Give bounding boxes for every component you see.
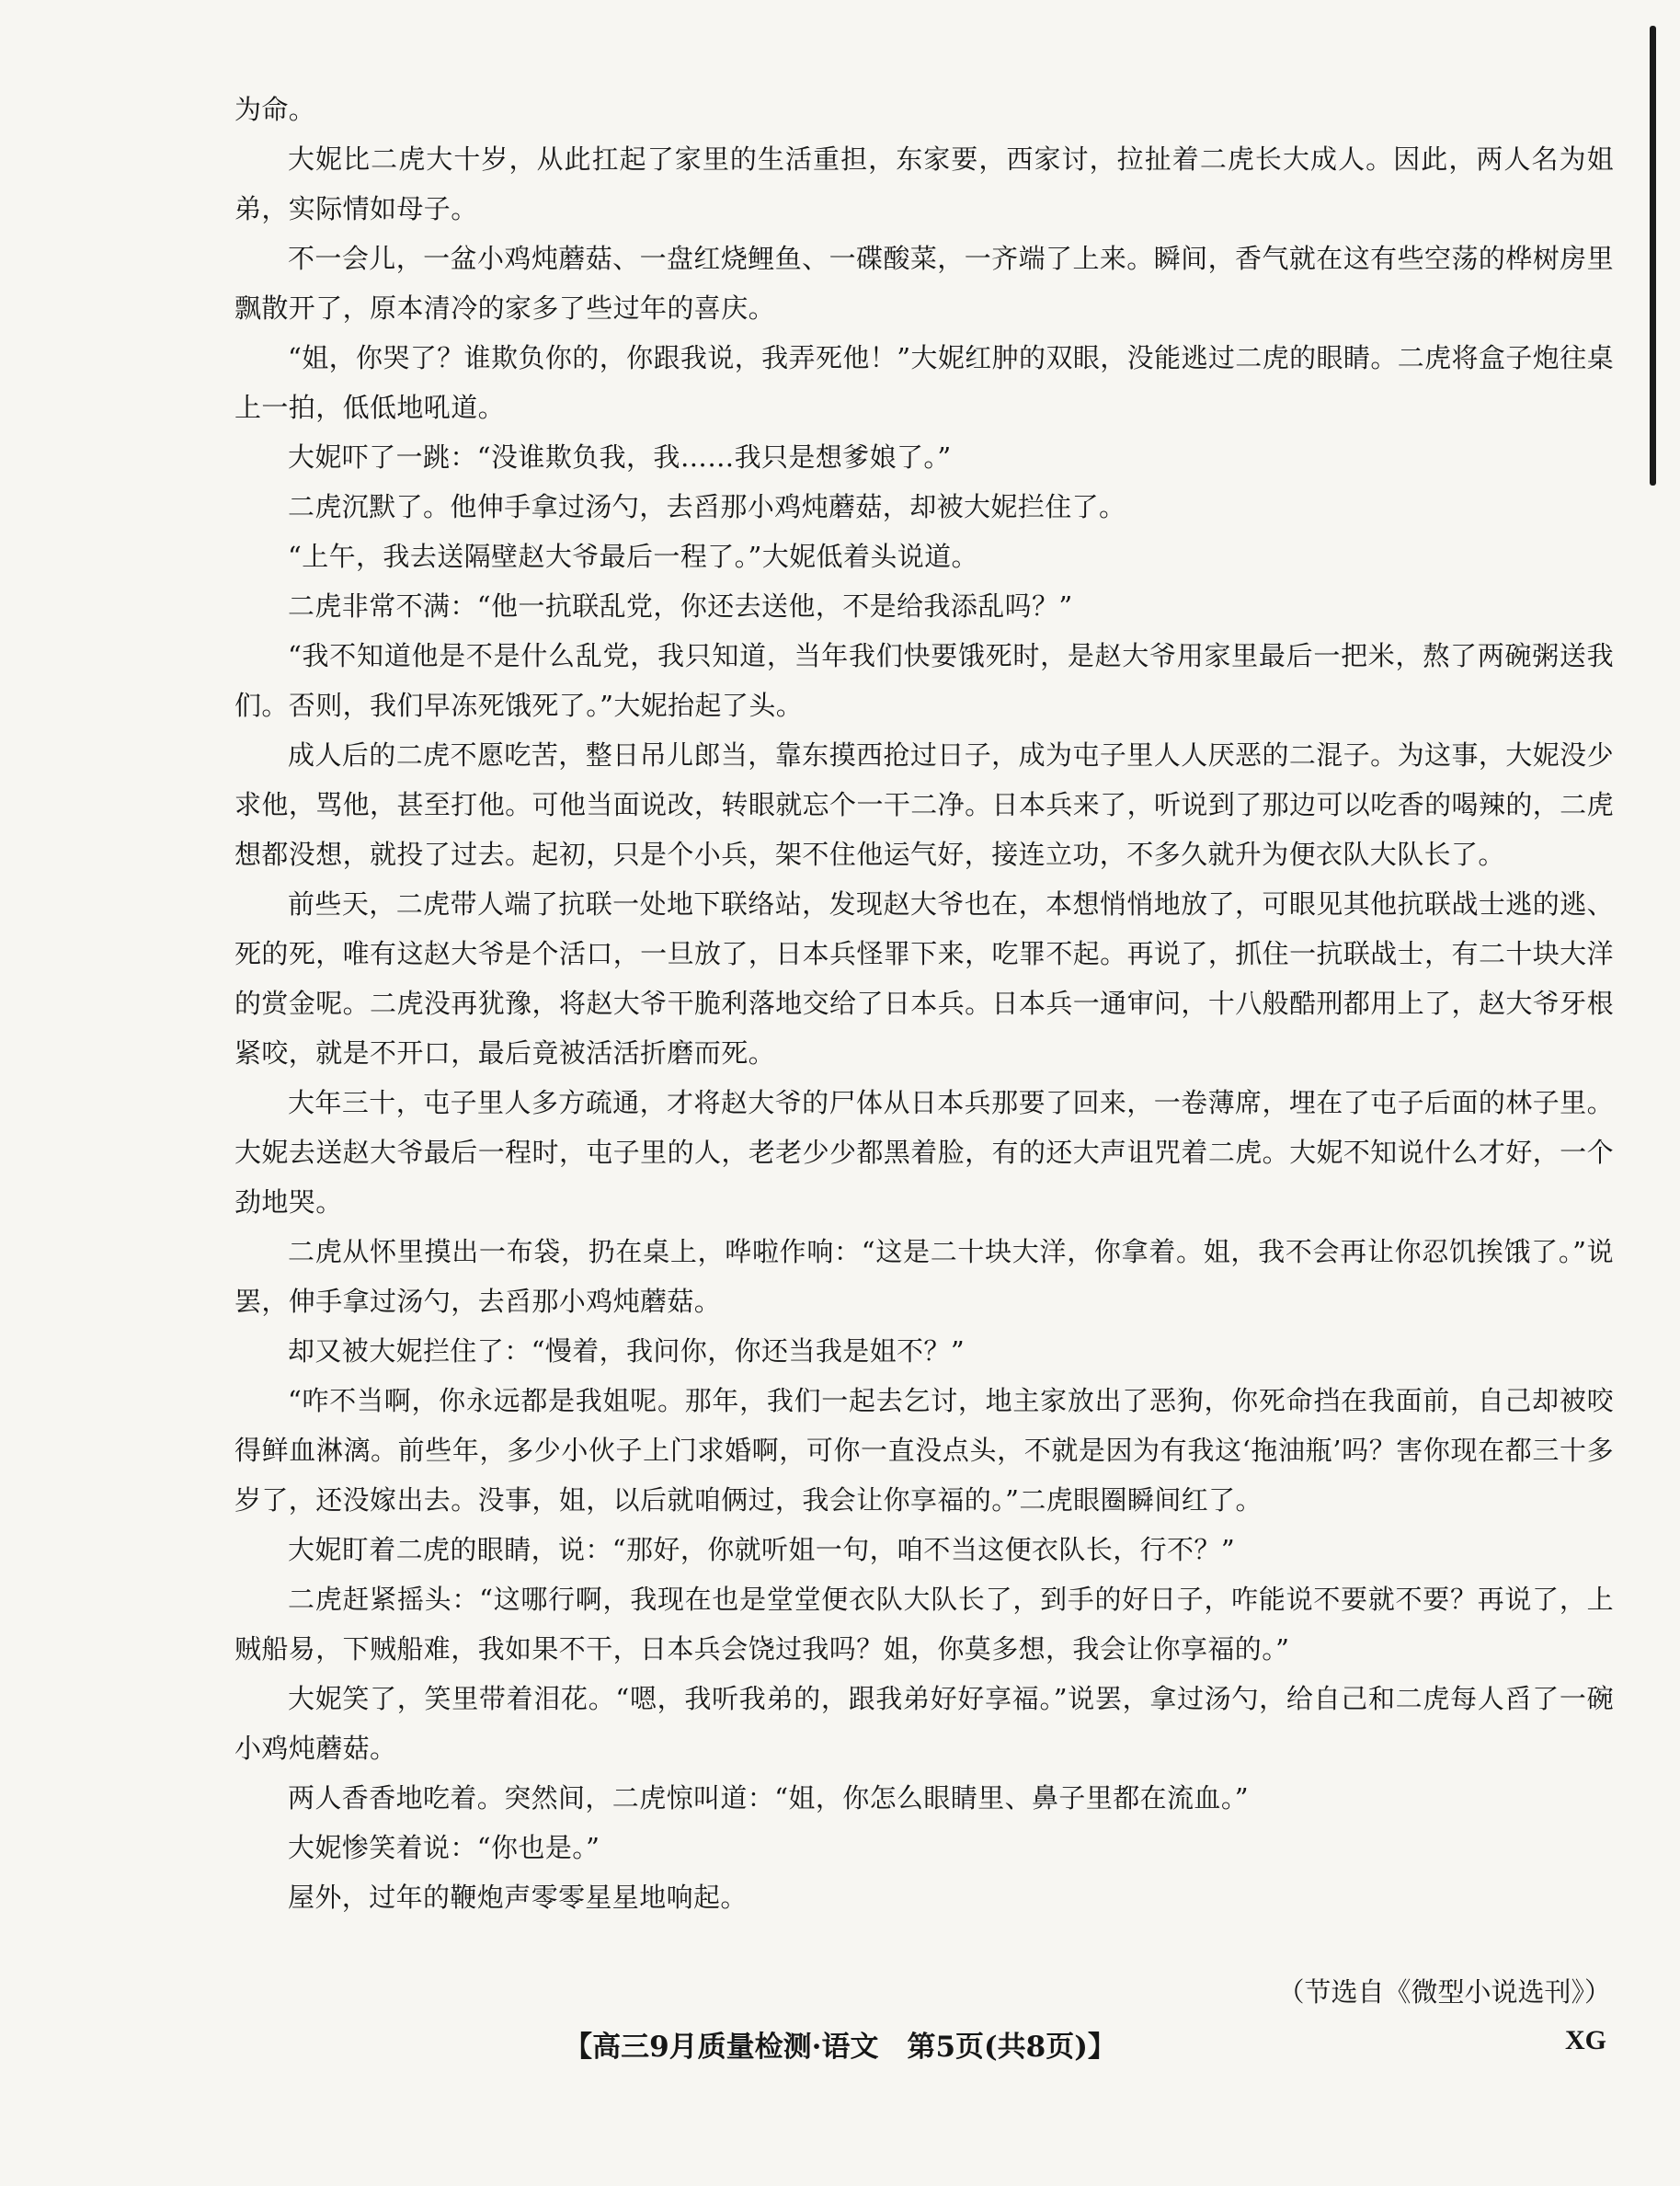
binding-edge-mark: [1650, 26, 1656, 486]
paragraph: 却又被大妮拦住了：“慢着，我问你，你还当我是姐不？”: [288, 1335, 966, 1367]
story-text: [234, 85, 1614, 1922]
paragraph: 屋外，过年的鞭炮声零零星星地响起。: [288, 1882, 748, 1913]
source-note: （节选自《微型小说选刊》）: [1277, 1976, 1611, 2008]
paragraph: “我不知道他是不是什么乱党，我只知道，当年我们快要饿死时，是赵大爷用家里最后一把米，熬了两碗粥送我们。否则，我们早冻死饿死了。”大妮抬起了头。: [234, 640, 1614, 721]
page-footer-code: XG: [1565, 2025, 1606, 2055]
paragraph: 二虎赶紧摇头：“这哪行啊，我现在也是堂堂便衣队大队长了，到手的好日子，咋能说不要就不要？再说了，上贼船易，下贼船难，我如果不干，日本兵会饶过我吗？姐，你莫多想，我会让你享福的。”: [234, 1584, 1614, 1665]
page-footer-title: 【高三9月质量检测·语文 第5页(共8页)】: [564, 2031, 1116, 2064]
paragraph: 二虎非常不满：“他一抗联乱党，你还去送他，不是给我添乱吗？”: [288, 590, 1073, 622]
paragraph: 不一会儿，一盆小鸡炖蘑菇、一盘红烧鲤鱼、一碟酸菜，一齐端了上来。瞬间，香气就在这有些空荡的桦树房里飘散开了，原本清冷的家多了些过年的喜庆。: [234, 243, 1614, 324]
paragraph: 二虎沉默了。他伸手拿过汤勺，去舀那小鸡炖蘑菇，却被大妮拦住了。: [288, 491, 1126, 522]
paragraph: “上午，我去送隔壁赵大爷最后一程了。”大妮低着头说道。: [288, 541, 978, 572]
paragraph: 大妮盯着二虎的眼睛，说：“那好，你就听姐一句，咱不当这便衣队长，行不？”: [288, 1534, 1236, 1565]
paragraph: 二虎从怀里摸出一布袋，扔在桌上，哗啦作响：“这是二十块大洋，你拿着。姐，我不会再让你忍饥挨饿了。”说罢，伸手拿过汤勺，去舀那小鸡炖蘑菇。: [234, 1236, 1614, 1317]
paragraph: 大妮惨笑着说：“你也是。”: [288, 1832, 600, 1863]
paragraph: 为命。: [234, 94, 316, 125]
paragraph: 成人后的二虎不愿吃苦，整日吊儿郎当，靠东摸西抢过日子，成为屯子里人人厌恶的二混子。为这事，大妮没少求他，骂他，甚至打他。可他当面说改，转眼就忘个一干二净。日本兵来了，听说到了那边可以吃香的喝辣的，二虎想都没想，就投了过去。起初，只是个小兵，架不住他运气好，接连立功，不多久就升为便衣队大队长了。: [234, 739, 1614, 870]
paragraph: 大妮比二虎大十岁，从此扛起了家里的生活重担，东家要，西家讨，拉扯着二虎长大成人。因此，两人名为姐弟，实际情如母子。: [234, 143, 1614, 224]
paragraph: 大年三十，屯子里人多方疏通，才将赵大爷的尸体从日本兵那要了回来，一卷薄席，埋在了屯子后面的林子里。大妮去送赵大爷最后一程时，屯子里的人，老老少少都黑着脸，有的还大声诅咒着二虎。大妮不知说什么才好，一个劲地哭。: [234, 1087, 1614, 1218]
paragraph: 大妮笑了，笑里带着泪花。“嗯，我听我弟的，跟我弟好好享福。”说罢，拿过汤勺，给自己和二虎每人舀了一碗小鸡炖蘑菇。: [234, 1683, 1614, 1764]
paragraph: “咋不当啊，你永远都是我姐呢。那年，我们一起去乞讨，地主家放出了恶狗，你死命挡在我面前，自己却被咬得鲜血淋漓。前些年，多少小伙子上门求婚啊，可你一直没点头，不就是因为有我这‘拖油瓶’吗？害你现在都三十多岁了，还没嫁出去。没事，姐，以后就咱俩过，我会让你享福的。”二虎眼圈瞬间红了。: [234, 1385, 1614, 1516]
paragraph: 前些天，二虎带人端了抗联一处地下联络站，发现赵大爷也在，本想悄悄地放了，可眼见其他抗联战士逃的逃、死的死，唯有这赵大爷是个活口，一旦放了，日本兵怪罪下来，吃罪不起。再说了，抓住一抗联战士，有二十块大洋的赏金呢。二虎没再犹豫，将赵大爷干脆利落地交给了日本兵。日本兵一通审问，十八般酷刑都用上了，赵大爷牙根紧咬，就是不开口，最后竟被活活折磨而死。: [234, 888, 1614, 1069]
paragraph: “姐，你哭了？谁欺负你的，你跟我说，我弄死他！”大妮红肿的双眼，没能逃过二虎的眼睛。二虎将盒子炮往桌上一拍，低低地吼道。: [234, 342, 1614, 423]
paragraph: 大妮吓了一跳：“没谁欺负我，我……我只是想爹娘了。”: [288, 441, 952, 473]
paragraph: 两人香香地吃着。突然间，二虎惊叫道：“姐，你怎么眼睛里、鼻子里都在流血。”: [288, 1782, 1249, 1814]
